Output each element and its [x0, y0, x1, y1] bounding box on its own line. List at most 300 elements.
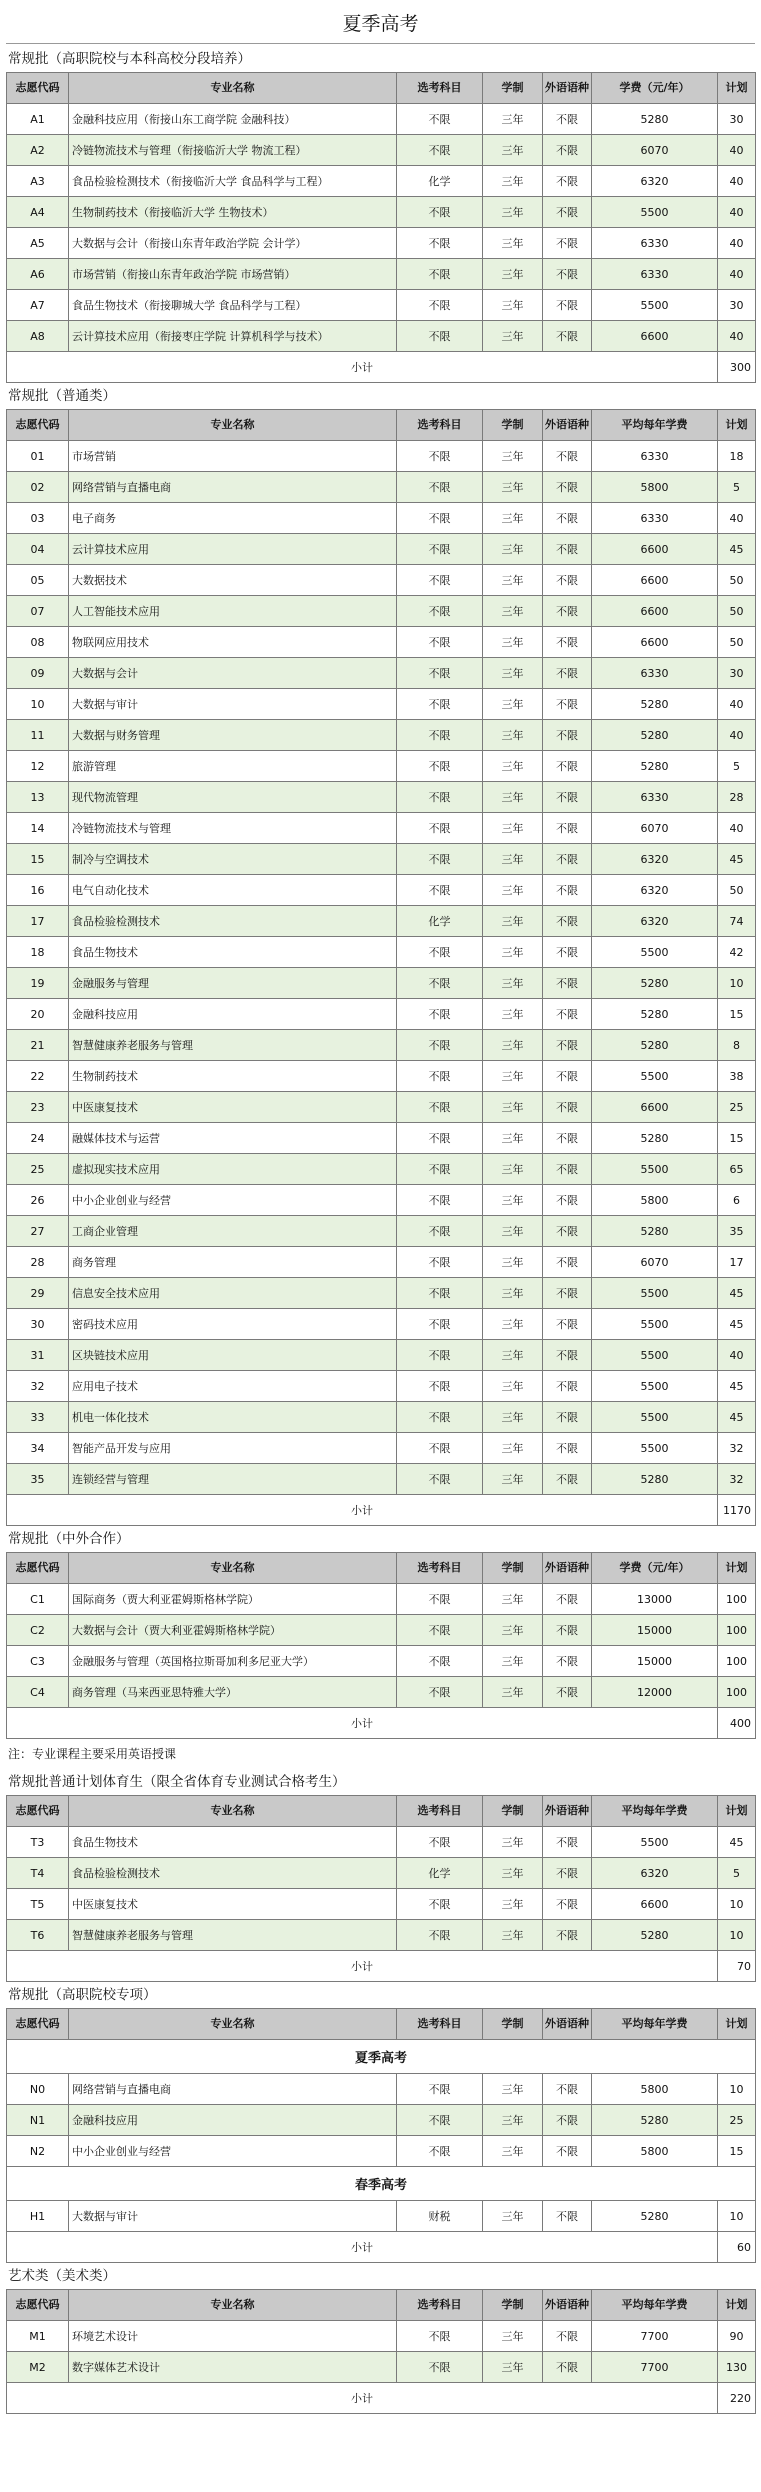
- table-row: [7, 503, 756, 534]
- cell-duration: 三年: [483, 1677, 543, 1708]
- table-n: [6, 2008, 756, 2263]
- cell-duration: 三年: [483, 596, 543, 627]
- cell-plan: 74: [718, 906, 756, 937]
- cell-code: 01: [7, 441, 69, 472]
- cell-language: 不限: [543, 321, 592, 352]
- cell-name: 食品检验检测技术: [69, 1858, 397, 1889]
- table-row: [7, 1402, 756, 1433]
- table-row: [7, 968, 756, 999]
- header-language: 外语语种: [543, 73, 592, 104]
- table-row: [7, 2074, 756, 2105]
- cell-language: 不限: [543, 472, 592, 503]
- cell-name: 金融服务与管理（英国格拉斯哥加利多尼亚大学）: [69, 1646, 397, 1677]
- cell-fee: 5500: [592, 290, 718, 321]
- section-title-b: 常规批（普通类）: [8, 388, 116, 404]
- cell-duration: 三年: [483, 627, 543, 658]
- cell-name: 大数据与审计: [69, 2201, 397, 2232]
- cell-duration: 三年: [483, 1030, 543, 1061]
- header-subject: 选考科目: [397, 1796, 483, 1827]
- cell-plan: 5: [718, 472, 756, 503]
- cell-plan: 6: [718, 1185, 756, 1216]
- cell-duration: 三年: [483, 782, 543, 813]
- cell-name: 云计算技术应用（衔接枣庄学院 计算机科学与技术）: [69, 321, 397, 352]
- cell-language: 不限: [543, 228, 592, 259]
- cell-language: 不限: [543, 1584, 592, 1615]
- cell-duration: 三年: [483, 844, 543, 875]
- cell-duration: 三年: [483, 1092, 543, 1123]
- table-row: [7, 720, 756, 751]
- cell-plan: 5: [718, 751, 756, 782]
- cell-code: M1: [7, 2321, 69, 2352]
- cell-code: 33: [7, 1402, 69, 1433]
- cell-fee: 6070: [592, 135, 718, 166]
- cell-plan: 15: [718, 1123, 756, 1154]
- cell-plan: 10: [718, 968, 756, 999]
- cell-fee: 6600: [592, 1889, 718, 1920]
- subtotal-value: 300: [718, 352, 756, 383]
- cell-code: 25: [7, 1154, 69, 1185]
- cell-fee: 5800: [592, 2074, 718, 2105]
- subtotal-value: 70: [718, 1951, 756, 1982]
- cell-code: C4: [7, 1677, 69, 1708]
- cell-plan: 45: [718, 534, 756, 565]
- subtotal-label: 小计: [7, 352, 718, 383]
- table-row: [7, 1584, 756, 1615]
- cell-name: 中医康复技术: [69, 1889, 397, 1920]
- cell-name: 商务管理: [69, 1247, 397, 1278]
- cell-duration: 三年: [483, 1340, 543, 1371]
- cell-duration: 三年: [483, 104, 543, 135]
- cell-subject: 不限: [397, 1584, 483, 1615]
- cell-code: 08: [7, 627, 69, 658]
- table-m: [6, 2289, 756, 2414]
- cell-code: T3: [7, 1827, 69, 1858]
- header-subject: 选考科目: [397, 1553, 483, 1584]
- subtotal-value: 60: [718, 2232, 756, 2263]
- table-row: [7, 2201, 756, 2232]
- cell-language: 不限: [543, 937, 592, 968]
- cell-plan: 25: [718, 1092, 756, 1123]
- cell-plan: 130: [718, 2352, 756, 2383]
- cell-plan: 50: [718, 565, 756, 596]
- cell-code: C1: [7, 1584, 69, 1615]
- header-plan: 计划: [718, 1796, 756, 1827]
- cell-code: M2: [7, 2352, 69, 2383]
- header-code: 志愿代码: [7, 410, 69, 441]
- cell-code: 09: [7, 658, 69, 689]
- cell-fee: 6070: [592, 1247, 718, 1278]
- cell-plan: 30: [718, 658, 756, 689]
- cell-code: N2: [7, 2136, 69, 2167]
- subtotal-value: 220: [718, 2383, 756, 2414]
- cell-name: 信息安全技术应用: [69, 1278, 397, 1309]
- cell-subject: 不限: [397, 1464, 483, 1495]
- table-row: [7, 627, 756, 658]
- cell-name: 人工智能技术应用: [69, 596, 397, 627]
- cell-fee: 5500: [592, 1371, 718, 1402]
- header-plan: 计划: [718, 2290, 756, 2321]
- cell-name: 冷链物流技术与管理（衔接临沂大学 物流工程）: [69, 135, 397, 166]
- table-row: [7, 290, 756, 321]
- cell-name: 智慧健康养老服务与管理: [69, 1920, 397, 1951]
- cell-plan: 40: [718, 197, 756, 228]
- cell-duration: 三年: [483, 1827, 543, 1858]
- cell-plan: 90: [718, 2321, 756, 2352]
- cell-subject: 不限: [397, 135, 483, 166]
- cell-language: 不限: [543, 1615, 592, 1646]
- cell-duration: 三年: [483, 472, 543, 503]
- cell-subject: 不限: [397, 1092, 483, 1123]
- cell-fee: 5500: [592, 1309, 718, 1340]
- cell-fee: 5280: [592, 1464, 718, 1495]
- cell-plan: 50: [718, 596, 756, 627]
- section-title-t: 常规批普通计划体育生（限全省体育专业测试合格考生）: [8, 1774, 346, 1790]
- table-row: [7, 1030, 756, 1061]
- table-body-n-summer: [7, 2074, 756, 2167]
- cell-fee: 6330: [592, 228, 718, 259]
- cell-code: 03: [7, 503, 69, 534]
- header-duration: 学制: [483, 73, 543, 104]
- cell-plan: 50: [718, 875, 756, 906]
- table-row: [7, 1371, 756, 1402]
- cell-plan: 30: [718, 104, 756, 135]
- header-fee: 学费（元/年）: [592, 1553, 718, 1584]
- cell-plan: 50: [718, 627, 756, 658]
- cell-subject: 不限: [397, 1309, 483, 1340]
- cell-code: T5: [7, 1889, 69, 1920]
- cell-code: 13: [7, 782, 69, 813]
- cell-name: 应用电子技术: [69, 1371, 397, 1402]
- cell-fee: 5280: [592, 1920, 718, 1951]
- cell-code: 11: [7, 720, 69, 751]
- cell-name: 食品生物技术: [69, 1827, 397, 1858]
- cell-subject: 不限: [397, 2321, 483, 2352]
- cell-name: 密码技术应用: [69, 1309, 397, 1340]
- cell-subject: 不限: [397, 2352, 483, 2383]
- cell-subject: 不限: [397, 658, 483, 689]
- cell-plan: 30: [718, 290, 756, 321]
- cell-name: 网络营销与直播电商: [69, 472, 397, 503]
- cell-plan: 45: [718, 1309, 756, 1340]
- header-avg-fee: 平均每年学费: [592, 2290, 718, 2321]
- cell-code: A4: [7, 197, 69, 228]
- cell-language: 不限: [543, 1092, 592, 1123]
- table-header-row: [7, 410, 756, 441]
- cell-subject: 不限: [397, 2074, 483, 2105]
- table-body-m: [7, 2321, 756, 2383]
- cell-language: 不限: [543, 1433, 592, 1464]
- cell-fee: 6320: [592, 166, 718, 197]
- cell-plan: 38: [718, 1061, 756, 1092]
- cell-fee: 5800: [592, 472, 718, 503]
- cell-fee: 6330: [592, 441, 718, 472]
- header-code: 志愿代码: [7, 2009, 69, 2040]
- table-row: [7, 166, 756, 197]
- cell-duration: 三年: [483, 968, 543, 999]
- cell-name: 机电一体化技术: [69, 1402, 397, 1433]
- cell-subject: 不限: [397, 1278, 483, 1309]
- cell-code: 34: [7, 1433, 69, 1464]
- cell-language: 不限: [543, 565, 592, 596]
- cell-duration: 三年: [483, 166, 543, 197]
- cell-subject: 不限: [397, 1920, 483, 1951]
- table-row: [7, 1092, 756, 1123]
- cell-code: C3: [7, 1646, 69, 1677]
- cell-duration: 三年: [483, 1615, 543, 1646]
- header-language: 外语语种: [543, 1553, 592, 1584]
- section-title-c: 常规批（中外合作）: [8, 1531, 130, 1547]
- cell-plan: 45: [718, 1371, 756, 1402]
- cell-language: 不限: [543, 1402, 592, 1433]
- cell-language: 不限: [543, 197, 592, 228]
- cell-subject: 化学: [397, 906, 483, 937]
- cell-language: 不限: [543, 844, 592, 875]
- table-row: [7, 1920, 756, 1951]
- cell-language: 不限: [543, 1216, 592, 1247]
- cell-subject: 不限: [397, 1247, 483, 1278]
- cell-name: 国际商务（贾大利亚霍姆斯格林学院）: [69, 1584, 397, 1615]
- cell-duration: 三年: [483, 813, 543, 844]
- header-duration: 学制: [483, 2009, 543, 2040]
- cell-subject: 不限: [397, 1185, 483, 1216]
- header-plan: 计划: [718, 1553, 756, 1584]
- header-plan: 计划: [718, 73, 756, 104]
- cell-subject: 不限: [397, 1677, 483, 1708]
- cell-name: 大数据与审计: [69, 689, 397, 720]
- cell-name: 大数据与财务管理: [69, 720, 397, 751]
- header-subject: 选考科目: [397, 2009, 483, 2040]
- cell-subject: 不限: [397, 1216, 483, 1247]
- cell-duration: 三年: [483, 658, 543, 689]
- cell-code: 26: [7, 1185, 69, 1216]
- table-row: [7, 1615, 756, 1646]
- cell-language: 不限: [543, 441, 592, 472]
- table-row: [7, 104, 756, 135]
- cell-subject: 不限: [397, 1123, 483, 1154]
- table-row: [7, 1858, 756, 1889]
- cell-duration: 三年: [483, 259, 543, 290]
- cell-subject: 不限: [397, 228, 483, 259]
- cell-code: 18: [7, 937, 69, 968]
- cell-plan: 100: [718, 1615, 756, 1646]
- table-row: [7, 1123, 756, 1154]
- cell-duration: 三年: [483, 1858, 543, 1889]
- cell-language: 不限: [543, 999, 592, 1030]
- cell-code: 27: [7, 1216, 69, 1247]
- cell-duration: 三年: [483, 720, 543, 751]
- cell-name: 电气自动化技术: [69, 875, 397, 906]
- cell-fee: 5280: [592, 2201, 718, 2232]
- table-row: [7, 751, 756, 782]
- cell-subject: 不限: [397, 1371, 483, 1402]
- section-title-n: 常规批（高职院校专项）: [8, 1987, 157, 2003]
- table-row: [7, 228, 756, 259]
- cell-subject: 不限: [397, 197, 483, 228]
- cell-plan: 40: [718, 720, 756, 751]
- cell-plan: 10: [718, 1889, 756, 1920]
- cell-duration: 三年: [483, 1309, 543, 1340]
- subtotal-value: 1170: [718, 1495, 756, 1526]
- section-title-m: 艺术类（美术类）: [8, 2268, 116, 2284]
- cell-subject: 不限: [397, 937, 483, 968]
- cell-name: 冷链物流技术与管理: [69, 813, 397, 844]
- cell-plan: 40: [718, 1340, 756, 1371]
- cell-plan: 40: [718, 166, 756, 197]
- table-row: [7, 1827, 756, 1858]
- cell-duration: 三年: [483, 2105, 543, 2136]
- cell-code: H1: [7, 2201, 69, 2232]
- cell-subject: 不限: [397, 290, 483, 321]
- cell-duration: 三年: [483, 2201, 543, 2232]
- table-row: [7, 782, 756, 813]
- table-header-row: [7, 1796, 756, 1827]
- cell-name: 食品检验检测技术: [69, 906, 397, 937]
- table-header-row: [7, 2009, 756, 2040]
- cell-code: 22: [7, 1061, 69, 1092]
- cell-subject: 化学: [397, 166, 483, 197]
- cell-fee: 15000: [592, 1615, 718, 1646]
- cell-language: 不限: [543, 259, 592, 290]
- cell-duration: 三年: [483, 534, 543, 565]
- cell-fee: 6320: [592, 875, 718, 906]
- cell-plan: 42: [718, 937, 756, 968]
- cell-name: 大数据与会计（衔接山东青年政治学院 会计学）: [69, 228, 397, 259]
- cell-language: 不限: [543, 135, 592, 166]
- table-row: [7, 658, 756, 689]
- cell-subject: 不限: [397, 503, 483, 534]
- cell-plan: 10: [718, 2074, 756, 2105]
- table-row: [7, 321, 756, 352]
- cell-language: 不限: [543, 2352, 592, 2383]
- cell-code: 17: [7, 906, 69, 937]
- cell-fee: 5280: [592, 1030, 718, 1061]
- cell-subject: 不限: [397, 1340, 483, 1371]
- cell-subject: 不限: [397, 441, 483, 472]
- cell-name: 智慧健康养老服务与管理: [69, 1030, 397, 1061]
- cell-language: 不限: [543, 2201, 592, 2232]
- cell-fee: 5280: [592, 968, 718, 999]
- cell-fee: 6600: [592, 627, 718, 658]
- cell-language: 不限: [543, 1371, 592, 1402]
- cell-fee: 5500: [592, 1433, 718, 1464]
- cell-subject: 不限: [397, 720, 483, 751]
- cell-subject: 不限: [397, 875, 483, 906]
- cell-fee: 6320: [592, 1858, 718, 1889]
- cell-language: 不限: [543, 1858, 592, 1889]
- cell-name: 旅游管理: [69, 751, 397, 782]
- table-row: [7, 441, 756, 472]
- cell-fee: 7700: [592, 2352, 718, 2383]
- cell-name: 金融科技应用: [69, 999, 397, 1030]
- cell-subject: 不限: [397, 968, 483, 999]
- table-row: [7, 1889, 756, 1920]
- cell-plan: 8: [718, 1030, 756, 1061]
- cell-plan: 100: [718, 1646, 756, 1677]
- cell-plan: 45: [718, 1278, 756, 1309]
- cell-fee: 5500: [592, 1278, 718, 1309]
- cell-code: A2: [7, 135, 69, 166]
- table-row: [7, 875, 756, 906]
- cell-fee: 5500: [592, 1340, 718, 1371]
- table-row: [7, 844, 756, 875]
- cell-fee: 6070: [592, 813, 718, 844]
- table-row: [7, 1677, 756, 1708]
- cell-code: 21: [7, 1030, 69, 1061]
- cell-name: 金融服务与管理: [69, 968, 397, 999]
- cell-code: A1: [7, 104, 69, 135]
- cell-language: 不限: [543, 104, 592, 135]
- note-text: 注：专业课程主要采用英语授课: [8, 1747, 177, 1761]
- cell-name: 市场营销: [69, 441, 397, 472]
- cell-fee: 5500: [592, 1154, 718, 1185]
- header-duration: 学制: [483, 2290, 543, 2321]
- cell-language: 不限: [543, 534, 592, 565]
- cell-code: 35: [7, 1464, 69, 1495]
- header-duration: 学制: [483, 1553, 543, 1584]
- table-row: [7, 1278, 756, 1309]
- table-header-row: [7, 2290, 756, 2321]
- spring-label: 春季高考: [7, 2167, 756, 2201]
- cell-name: 金融科技应用: [69, 2105, 397, 2136]
- table-row: [7, 534, 756, 565]
- cell-code: A5: [7, 228, 69, 259]
- cell-fee: 6330: [592, 503, 718, 534]
- cell-plan: 10: [718, 2201, 756, 2232]
- cell-fee: 6320: [592, 844, 718, 875]
- header-name: 专业名称: [69, 2290, 397, 2321]
- cell-code: C2: [7, 1615, 69, 1646]
- cell-name: 中医康复技术: [69, 1092, 397, 1123]
- cell-duration: 三年: [483, 1123, 543, 1154]
- cell-subject: 财税: [397, 2201, 483, 2232]
- cell-subject: 不限: [397, 1061, 483, 1092]
- cell-duration: 三年: [483, 1278, 543, 1309]
- header-fee: 学费（元/年）: [592, 73, 718, 104]
- cell-language: 不限: [543, 1464, 592, 1495]
- cell-name: 大数据与会计: [69, 658, 397, 689]
- cell-fee: 5500: [592, 1827, 718, 1858]
- cell-fee: 5280: [592, 751, 718, 782]
- header-name: 专业名称: [69, 410, 397, 441]
- table-row: [7, 2352, 756, 2383]
- subtotal-label: 小计: [7, 2383, 718, 2414]
- cell-name: 区块链技术应用: [69, 1340, 397, 1371]
- cell-language: 不限: [543, 813, 592, 844]
- cell-name: 环境艺术设计: [69, 2321, 397, 2352]
- table-row: [7, 197, 756, 228]
- cell-subject: 不限: [397, 259, 483, 290]
- cell-duration: 三年: [483, 1464, 543, 1495]
- header-language: 外语语种: [543, 1796, 592, 1827]
- cell-duration: 三年: [483, 1402, 543, 1433]
- cell-language: 不限: [543, 658, 592, 689]
- cell-subject: 不限: [397, 1154, 483, 1185]
- cell-name: 生物制药技术（衔接临沂大学 生物技术）: [69, 197, 397, 228]
- summer-label: 夏季高考: [7, 2040, 756, 2074]
- cell-plan: 5: [718, 1858, 756, 1889]
- cell-fee: 6320: [592, 906, 718, 937]
- header-avg-fee: 平均每年学费: [592, 2009, 718, 2040]
- table-row: [7, 1340, 756, 1371]
- cell-code: 02: [7, 472, 69, 503]
- cell-fee: 5280: [592, 2105, 718, 2136]
- cell-language: 不限: [543, 2105, 592, 2136]
- cell-code: 04: [7, 534, 69, 565]
- cell-plan: 17: [718, 1247, 756, 1278]
- table-t: [6, 1795, 756, 1982]
- table-row: [7, 472, 756, 503]
- cell-subject: 不限: [397, 813, 483, 844]
